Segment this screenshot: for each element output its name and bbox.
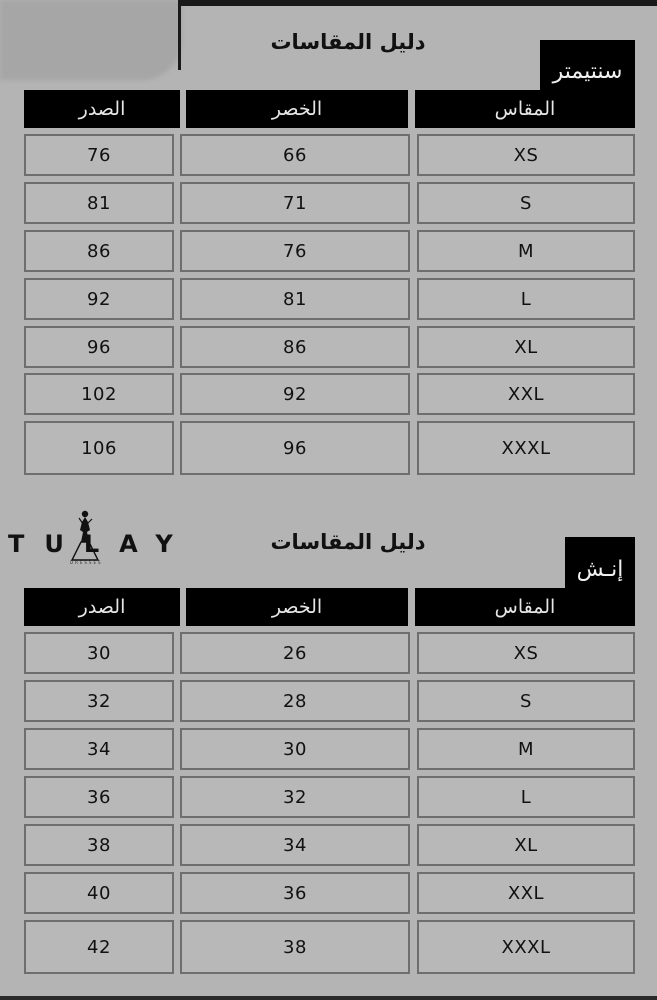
inch-size-cell: M <box>417 728 635 770</box>
inch-waist-cell: 28 <box>180 680 410 722</box>
inch-size-cell: XL <box>417 824 635 866</box>
frame-border-side <box>178 0 181 70</box>
cm-unit-tab: سنتيمتر <box>540 40 635 90</box>
cm-table-title: دليل المقاسات <box>270 30 426 54</box>
cm-waist-cell: 92 <box>180 373 410 415</box>
cm-size-cell: XXXL <box>417 421 635 475</box>
inch-table-title: دليل المقاسات <box>270 530 426 554</box>
cm-size-cell: L <box>417 278 635 320</box>
cm-size-cell: XXL <box>417 373 635 415</box>
inch-waist-cell: 36 <box>180 872 410 914</box>
cm-header-size: المقاس <box>415 90 635 128</box>
inch-size-cell: XXL <box>417 872 635 914</box>
inch-chest-cell: 36 <box>24 776 174 818</box>
cm-chest-cell: 81 <box>24 182 174 224</box>
inch-waist-cell: 26 <box>180 632 410 674</box>
inch-size-cell: L <box>417 776 635 818</box>
inch-chest-cell: 30 <box>24 632 174 674</box>
redacted-area <box>0 0 182 80</box>
cm-waist-cell: 81 <box>180 278 410 320</box>
cm-header-chest: الصدر <box>24 90 180 128</box>
cm-waist-cell: 71 <box>180 182 410 224</box>
cm-size-cell: S <box>417 182 635 224</box>
tulay-logo <box>8 530 193 570</box>
cm-chest-cell: 106 <box>24 421 174 475</box>
inch-chest-cell: 32 <box>24 680 174 722</box>
cm-waist-cell: 86 <box>180 326 410 368</box>
logo-text: TULAY <box>8 530 193 558</box>
inch-header-waist: الخصر <box>186 588 408 626</box>
inch-waist-cell: 32 <box>180 776 410 818</box>
inch-unit-tab: إنـش <box>565 537 635 588</box>
cm-waist-cell: 96 <box>180 421 410 475</box>
inch-chest-cell: 34 <box>24 728 174 770</box>
inch-size-cell: S <box>417 680 635 722</box>
bottom-border <box>0 996 657 1000</box>
inch-size-cell: XS <box>417 632 635 674</box>
inch-chest-cell: 42 <box>24 920 174 974</box>
cm-header-waist: الخصر <box>186 90 408 128</box>
cm-size-cell: XL <box>417 326 635 368</box>
inch-header-size: المقاس <box>415 588 635 626</box>
cm-chest-cell: 76 <box>24 134 174 176</box>
inch-size-cell: XXXL <box>417 920 635 974</box>
frame-border-top <box>178 0 657 6</box>
inch-waist-cell: 30 <box>180 728 410 770</box>
cm-chest-cell: 92 <box>24 278 174 320</box>
cm-chest-cell: 86 <box>24 230 174 272</box>
inch-chest-cell: 38 <box>24 824 174 866</box>
inch-waist-cell: 38 <box>180 920 410 974</box>
inch-waist-cell: 34 <box>180 824 410 866</box>
cm-size-cell: M <box>417 230 635 272</box>
cm-waist-cell: 76 <box>180 230 410 272</box>
cm-size-cell: XS <box>417 134 635 176</box>
cm-chest-cell: 102 <box>24 373 174 415</box>
logo-subtext: DRESSES <box>70 560 103 565</box>
cm-waist-cell: 66 <box>180 134 410 176</box>
cm-chest-cell: 96 <box>24 326 174 368</box>
inch-chest-cell: 40 <box>24 872 174 914</box>
inch-header-chest: الصدر <box>24 588 180 626</box>
